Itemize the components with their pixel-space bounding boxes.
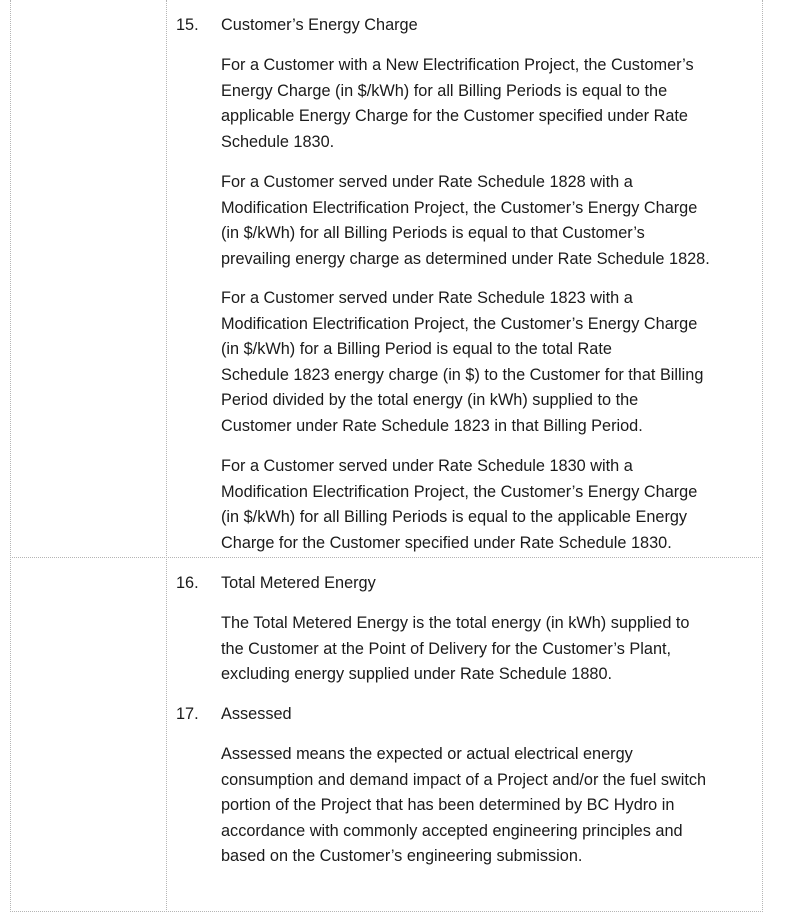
section-heading: Assessed — [221, 705, 292, 723]
text-line: prevailing energy charge as determined under Rate Schedule 1828. — [221, 249, 710, 268]
paragraph — [221, 53, 761, 155]
text-line: Customer under Rate Schedule 1823 in that Billing Period. — [221, 416, 643, 435]
text-line: Charge for the Customer specified under Rate Schedule 1830. — [221, 533, 672, 552]
text-line: Modification Electrification Project, the Customer’s Energy Charge — [221, 314, 698, 333]
section-number: 15. — [176, 16, 199, 34]
text-line: excluding energy supplied under Rate Schedule 1880. — [221, 665, 613, 683]
text-line: (in $/kWh) for all Billing Periods is equal to that Customer’s — [221, 224, 645, 242]
text-line: consumption and demand impact of a Project and/or the fuel switch — [221, 770, 707, 789]
row-divider — [10, 557, 763, 558]
paragraph — [221, 286, 761, 439]
text-line: Energy Charge (in $/kWh) for all Billing Periods is equal to the — [221, 81, 668, 100]
paragraph — [221, 611, 761, 688]
text-line: the Customer at the Point of Delivery for the Customer’s Plant, — [221, 639, 672, 658]
text-line: (in $/kWh) for a Billing Period is equal to the total Rate — [221, 340, 612, 358]
text-line: (in $/kWh) for all Billing Periods is equal to the applicable Energy — [221, 508, 688, 526]
text-line: For a Customer with a New Electrification Project, the Customer’s — [221, 56, 694, 74]
text-line: portion of the Project that has been determined by BC Hydro in — [221, 796, 675, 814]
text-line: For a Customer served under Rate Schedule 1828 with a — [221, 173, 633, 191]
text-line: For a Customer served under Rate Schedule 1823 with a — [221, 289, 633, 307]
text-line: applicable Energy Charge for the Customer specified under Rate — [221, 107, 688, 125]
paragraph — [221, 742, 761, 870]
text-line: Modification Electrification Project, the Customer’s Energy Charge — [221, 198, 698, 217]
section-number: 16. — [176, 574, 199, 592]
text-line: based on the Customer’s engineering submission. — [221, 847, 583, 865]
text-line: Period divided by the total energy (in kWh) supplied to the — [221, 391, 639, 409]
text-line: Schedule 1823 energy charge (in $) to the Customer for that Billing — [221, 365, 704, 384]
section-heading: Customer’s Energy Charge — [221, 16, 418, 34]
section-heading: Total Metered Energy — [221, 574, 376, 592]
paragraph — [221, 454, 761, 556]
text-line: The Total Metered Energy is the total energy (in kWh) supplied to — [221, 614, 690, 632]
column-divider — [166, 0, 167, 912]
text-line: Assessed means the expected or actual electrical energy — [221, 745, 633, 763]
paragraph — [221, 170, 761, 272]
text-line: accordance with commonly accepted engineering principles and — [221, 821, 683, 840]
section-number: 17. — [176, 705, 199, 723]
text-line: Modification Electrification Project, the Customer’s Energy Charge — [221, 482, 698, 501]
text-line: For a Customer served under Rate Schedule 1830 with a — [221, 457, 633, 475]
text-line: Schedule 1830. — [221, 132, 335, 151]
